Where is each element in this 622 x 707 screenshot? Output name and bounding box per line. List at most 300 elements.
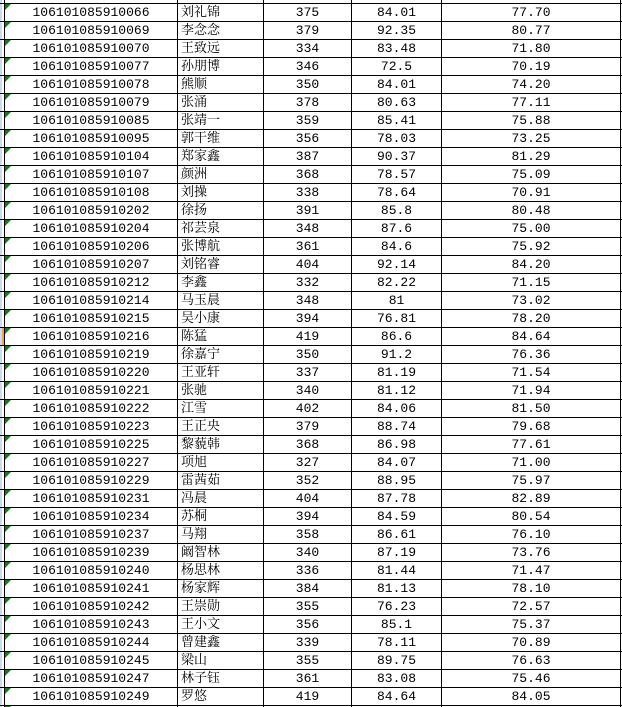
score-b-cell[interactable] [352, 364, 442, 381]
candidate-name-cell[interactable] [178, 400, 264, 417]
candidate-id-cell[interactable] [5, 508, 178, 525]
final-score-value: 76.36 [511, 347, 551, 362]
strip-blue-bar [0, 22, 2, 39]
strip-blue-bar [0, 0, 2, 3]
score-b-cell[interactable] [352, 346, 442, 363]
score-a-cell[interactable] [264, 490, 352, 507]
candidate-id-cell[interactable] [5, 238, 178, 255]
strip-blue-bar [0, 94, 2, 111]
candidate-name-cell[interactable] [178, 328, 264, 345]
score-b-value: 86.61 [376, 527, 416, 542]
candidate-id: 106101085910243 [32, 617, 150, 632]
candidate-name-cell[interactable] [178, 274, 264, 291]
candidate-name: 杨思林 [181, 563, 221, 578]
score-b-cell[interactable] [352, 544, 442, 561]
candidate-id: 106101085910107 [32, 167, 150, 182]
score-b-cell[interactable] [352, 22, 442, 39]
score-b-cell[interactable] [352, 616, 442, 633]
score-a-cell[interactable] [264, 130, 352, 147]
candidate-id-cell[interactable] [5, 148, 178, 165]
score-a-value: 419 [295, 329, 320, 344]
final-score-cell[interactable] [442, 634, 621, 651]
score-b-cell[interactable] [352, 4, 442, 21]
candidate-name-cell[interactable] [178, 292, 264, 309]
candidate-id-cell[interactable] [5, 184, 178, 201]
candidate-name-cell[interactable] [178, 58, 264, 75]
score-b-value: 84.06 [376, 401, 416, 416]
candidate-name-cell[interactable] [178, 418, 264, 435]
candidate-id-cell[interactable] [5, 526, 178, 543]
score-a-cell[interactable] [264, 508, 352, 525]
text-error-triangle-icon [5, 652, 11, 658]
score-a-cell[interactable] [264, 310, 352, 327]
text-error-triangle-icon [5, 112, 11, 118]
final-score-cell[interactable] [442, 4, 621, 21]
strip-blue-bar [0, 184, 2, 201]
score-b-cell[interactable] [352, 328, 442, 345]
candidate-id: 106101085910220 [32, 365, 150, 380]
score-b-cell[interactable] [352, 418, 442, 435]
candidate-id-cell[interactable] [5, 634, 178, 651]
final-score-cell[interactable] [442, 652, 621, 669]
candidate-name-cell[interactable] [178, 670, 264, 687]
candidate-name: 王小文 [181, 617, 221, 632]
candidate-id-cell[interactable] [5, 598, 178, 615]
score-b-cell[interactable] [352, 166, 442, 183]
final-score-cell[interactable] [442, 382, 621, 399]
final-score-cell[interactable] [442, 94, 621, 111]
candidate-name-cell[interactable] [178, 364, 264, 381]
score-a-value: 379 [295, 419, 320, 434]
candidate-id-cell[interactable] [5, 544, 178, 561]
final-score-cell[interactable] [442, 670, 621, 687]
score-a-cell[interactable] [264, 418, 352, 435]
final-score-value: 71.54 [511, 365, 551, 380]
score-b-cell[interactable] [352, 292, 442, 309]
text-error-triangle-icon [5, 418, 11, 424]
candidate-id-cell[interactable] [5, 616, 178, 633]
score-b-value: 87.78 [376, 491, 416, 506]
candidate-id-cell[interactable] [5, 130, 178, 147]
score-b-cell[interactable] [352, 274, 442, 291]
final-score-cell[interactable] [442, 112, 621, 129]
candidate-name-cell[interactable] [178, 580, 264, 597]
strip-blue-bar [0, 166, 2, 183]
final-score-cell[interactable] [442, 490, 621, 507]
strip-blue-bar [0, 4, 2, 21]
candidate-name-cell[interactable] [178, 310, 264, 327]
text-error-triangle-icon [5, 382, 11, 388]
final-score-cell[interactable] [442, 400, 621, 417]
score-b-cell[interactable] [352, 112, 442, 129]
candidate-id-cell[interactable] [5, 652, 178, 669]
text-error-triangle-icon [5, 526, 11, 532]
candidate-id-cell[interactable] [5, 382, 178, 399]
candidate-name-cell[interactable] [178, 454, 264, 471]
candidate-id-cell[interactable] [5, 94, 178, 111]
text-error-triangle-icon [5, 436, 11, 442]
candidate-name-cell[interactable] [178, 616, 264, 633]
score-b-cell[interactable] [352, 76, 442, 93]
score-a-cell[interactable] [264, 238, 352, 255]
final-score-cell-partial[interactable] [442, 0, 621, 3]
final-score-value: 76.10 [511, 527, 551, 542]
text-error-triangle-icon [5, 4, 11, 10]
score-a-cell[interactable] [264, 4, 352, 21]
score-a-cell[interactable] [264, 40, 352, 57]
final-score-cell[interactable] [442, 508, 621, 525]
strip-blue-bar [0, 58, 2, 75]
score-a-cell[interactable] [264, 94, 352, 111]
candidate-name-cell[interactable] [178, 688, 264, 705]
final-score-cell[interactable] [442, 598, 621, 615]
candidate-id: 106101085910225 [32, 437, 150, 452]
candidate-id-cell[interactable] [5, 274, 178, 291]
score-a-cell[interactable] [264, 616, 352, 633]
score-a-value: 327 [295, 455, 320, 470]
score-a-cell[interactable] [264, 364, 352, 381]
final-score-cell[interactable] [442, 256, 621, 273]
score-a-cell[interactable] [264, 22, 352, 39]
candidate-id-cell[interactable] [5, 202, 178, 219]
score-b-value: 87.19 [376, 545, 416, 560]
score-a-cell[interactable] [264, 670, 352, 687]
final-score-cell[interactable] [442, 580, 621, 597]
candidate-name-cell[interactable] [178, 40, 264, 57]
candidate-name-cell[interactable] [178, 436, 264, 453]
candidate-name-cell[interactable] [178, 112, 264, 129]
score-a-cell[interactable] [264, 202, 352, 219]
candidate-id: 106101085910244 [32, 635, 150, 650]
candidate-name-cell[interactable] [178, 238, 264, 255]
candidate-name-cell[interactable] [178, 4, 264, 21]
candidate-id-cell[interactable] [5, 562, 178, 579]
final-score-cell[interactable] [442, 472, 621, 489]
score-a-cell[interactable] [264, 148, 352, 165]
score-b-cell[interactable] [352, 382, 442, 399]
score-b-cell[interactable] [352, 598, 442, 615]
score-a-value: 359 [295, 113, 320, 128]
table-row [0, 256, 622, 274]
score-a-value: 368 [295, 167, 320, 182]
score-a-cell[interactable] [264, 634, 352, 651]
score-a-cell[interactable] [264, 166, 352, 183]
candidate-id: 106101085910214 [32, 293, 150, 308]
candidate-name: 李念念 [181, 23, 221, 38]
score-a-cell[interactable] [264, 292, 352, 309]
final-score-cell[interactable] [442, 544, 621, 561]
candidate-name: 雷茜茹 [181, 473, 221, 488]
score-b-cell[interactable] [352, 634, 442, 651]
candidate-id: 106101085910202 [32, 203, 150, 218]
score-b-cell[interactable] [352, 454, 442, 471]
strip-blue-bar [0, 580, 2, 597]
score-b-cell[interactable] [352, 436, 442, 453]
candidate-id-cell[interactable] [5, 436, 178, 453]
table-row [0, 76, 622, 94]
strip-blue-bar [0, 112, 2, 129]
candidate-id-cell[interactable] [5, 688, 178, 705]
score-a-value: 394 [295, 509, 320, 524]
score-a-value: 379 [295, 23, 320, 38]
candidate-id: 106101085910069 [32, 23, 150, 38]
name-cell-partial[interactable] [178, 0, 264, 3]
score-a-cell-partial[interactable] [264, 0, 352, 3]
score-a-cell[interactable] [264, 436, 352, 453]
score-b-cell[interactable] [352, 526, 442, 543]
candidate-id: 106101085910222 [32, 401, 150, 416]
score-a-cell[interactable] [264, 256, 352, 273]
final-score-value: 72.57 [511, 599, 551, 614]
table-row [0, 436, 622, 454]
candidate-name-cell[interactable] [178, 346, 264, 363]
score-b-cell[interactable] [352, 238, 442, 255]
score-a-cell[interactable] [264, 526, 352, 543]
score-a-value: 334 [295, 41, 320, 56]
score-a-cell[interactable] [264, 652, 352, 669]
score-b-cell[interactable] [352, 562, 442, 579]
final-score-value: 70.89 [511, 635, 551, 650]
score-b-cell[interactable] [352, 670, 442, 687]
candidate-id-cell[interactable] [5, 364, 178, 381]
candidate-name-cell[interactable] [178, 94, 264, 111]
table-row [0, 274, 622, 292]
table-row [0, 238, 622, 256]
candidate-name: 江雪 [181, 401, 208, 416]
final-score-cell[interactable] [442, 184, 621, 201]
final-score-cell[interactable] [442, 40, 621, 57]
candidate-name: 阚智林 [181, 545, 221, 560]
candidate-id-cell[interactable] [5, 328, 178, 345]
score-a-cell[interactable] [264, 346, 352, 363]
score-b-cell[interactable] [352, 688, 442, 705]
final-score-cell[interactable] [442, 364, 621, 381]
strip-blue-bar [0, 616, 2, 633]
id-cell-partial[interactable] [5, 0, 178, 3]
candidate-name: 项旭 [181, 455, 208, 470]
score-a-value: 338 [295, 185, 320, 200]
candidate-id-cell[interactable] [5, 472, 178, 489]
candidate-id-cell[interactable] [5, 418, 178, 435]
score-a-cell[interactable] [264, 328, 352, 345]
candidate-id: 106101085910085 [32, 113, 150, 128]
final-score-cell[interactable] [442, 238, 621, 255]
score-a-cell[interactable] [264, 454, 352, 471]
score-b-cell[interactable] [352, 220, 442, 237]
final-score-cell[interactable] [442, 166, 621, 183]
score-a-cell[interactable] [264, 112, 352, 129]
final-score-cell[interactable] [442, 202, 621, 219]
candidate-name-cell[interactable] [178, 634, 264, 651]
candidate-id: 106101085910219 [32, 347, 150, 362]
table-row [0, 670, 622, 688]
score-b-cell[interactable] [352, 400, 442, 417]
score-b-cell[interactable] [352, 130, 442, 147]
final-score-value: 84.20 [511, 257, 551, 272]
table-row [0, 382, 622, 400]
score-a-cell[interactable] [264, 58, 352, 75]
candidate-name-cell[interactable] [178, 652, 264, 669]
candidate-name: 王崇勋 [181, 599, 221, 614]
final-score-value: 77.70 [511, 5, 551, 20]
candidate-name-cell[interactable] [178, 202, 264, 219]
score-a-cell[interactable] [264, 688, 352, 705]
score-b-value: 81.12 [376, 383, 416, 398]
score-a-value: 361 [295, 239, 320, 254]
score-b-value: 90.37 [376, 149, 416, 164]
candidate-name-cell[interactable] [178, 220, 264, 237]
score-b-cell[interactable] [352, 652, 442, 669]
candidate-name: 徐嘉宁 [181, 347, 221, 362]
candidate-name-cell[interactable] [178, 508, 264, 525]
final-score-cell[interactable] [442, 148, 621, 165]
candidate-id-cell[interactable] [5, 220, 178, 237]
text-error-triangle-icon [5, 580, 11, 586]
strip-blue-bar [0, 490, 2, 507]
score-b-cell[interactable] [352, 310, 442, 327]
score-a-cell[interactable] [264, 184, 352, 201]
text-error-triangle-icon [5, 562, 11, 568]
score-a-cell[interactable] [264, 220, 352, 237]
final-score-cell[interactable] [442, 454, 621, 471]
candidate-name-cell[interactable] [178, 148, 264, 165]
score-a-cell[interactable] [264, 76, 352, 93]
final-score-cell[interactable] [442, 328, 621, 345]
score-b-cell-partial[interactable] [352, 0, 442, 3]
score-a-cell[interactable] [264, 472, 352, 489]
score-b-cell[interactable] [352, 580, 442, 597]
table-row [0, 598, 622, 616]
candidate-id-cell[interactable] [5, 400, 178, 417]
strip-blue-bar [0, 562, 2, 579]
final-score-value: 77.11 [511, 95, 551, 110]
candidate-name-cell[interactable] [178, 472, 264, 489]
score-b-cell[interactable] [352, 490, 442, 507]
strip-blue-bar [0, 76, 2, 93]
score-a-value: 350 [295, 77, 320, 92]
final-score-cell[interactable] [442, 346, 621, 363]
score-b-cell[interactable] [352, 148, 442, 165]
candidate-name-cell[interactable] [178, 76, 264, 93]
candidate-id: 106101085910249 [32, 689, 150, 704]
score-a-cell[interactable] [264, 562, 352, 579]
score-b-value: 85.8 [380, 203, 413, 218]
score-b-value: 78.03 [376, 131, 416, 146]
final-score-cell[interactable] [442, 292, 621, 309]
final-score-value: 75.92 [511, 239, 551, 254]
candidate-name-cell[interactable] [178, 166, 264, 183]
score-b-cell[interactable] [352, 256, 442, 273]
table-row [0, 400, 622, 418]
candidate-name-cell[interactable] [178, 184, 264, 201]
text-error-triangle-icon [5, 454, 11, 460]
score-b-value: 78.57 [376, 167, 416, 182]
final-score-value: 73.76 [511, 545, 551, 560]
text-error-triangle-icon [5, 346, 11, 352]
score-b-cell[interactable] [352, 508, 442, 525]
candidate-name: 梁山 [181, 653, 208, 668]
candidate-name-cell[interactable] [178, 22, 264, 39]
table-row [0, 490, 622, 508]
table-row [0, 310, 622, 328]
candidate-name-cell[interactable] [178, 382, 264, 399]
candidate-id-cell[interactable] [5, 454, 178, 471]
candidate-name-cell[interactable] [178, 526, 264, 543]
candidate-name-cell[interactable] [178, 256, 264, 273]
candidate-id-cell[interactable] [5, 22, 178, 39]
final-score-cell[interactable] [442, 76, 621, 93]
candidate-id-cell[interactable] [5, 112, 178, 129]
score-a-cell[interactable] [264, 580, 352, 597]
final-score-cell[interactable] [442, 526, 621, 543]
final-score-cell[interactable] [442, 274, 621, 291]
candidate-id-cell[interactable] [5, 490, 178, 507]
candidate-id-cell[interactable] [5, 76, 178, 93]
candidate-id-cell[interactable] [5, 4, 178, 21]
final-score-value: 84.05 [511, 689, 551, 704]
candidate-id-cell[interactable] [5, 292, 178, 309]
score-b-cell[interactable] [352, 202, 442, 219]
score-b-cell[interactable] [352, 94, 442, 111]
candidate-name-cell[interactable] [178, 562, 264, 579]
score-b-cell[interactable] [352, 472, 442, 489]
final-score-cell[interactable] [442, 688, 621, 705]
candidate-id-cell[interactable] [5, 670, 178, 687]
final-score-cell[interactable] [442, 22, 621, 39]
score-a-cell[interactable] [264, 274, 352, 291]
strip-blue-bar [0, 400, 2, 417]
candidate-id-cell[interactable] [5, 346, 178, 363]
final-score-cell[interactable] [442, 562, 621, 579]
score-a-cell[interactable] [264, 382, 352, 399]
final-score-cell[interactable] [442, 418, 621, 435]
text-error-triangle-icon [5, 202, 11, 208]
score-b-cell[interactable] [352, 184, 442, 201]
candidate-name: 杨家辉 [181, 581, 221, 596]
score-a-value: 419 [295, 689, 320, 704]
candidate-id-cell[interactable] [5, 166, 178, 183]
candidate-name-cell[interactable] [178, 544, 264, 561]
candidate-id-cell[interactable] [5, 256, 178, 273]
strip-blue-bar [0, 238, 2, 255]
score-a-cell[interactable] [264, 400, 352, 417]
score-a-cell[interactable] [264, 544, 352, 561]
candidate-name: 马翔 [181, 527, 208, 542]
final-score-cell[interactable] [442, 436, 621, 453]
final-score-value: 82.89 [511, 491, 551, 506]
candidate-id-cell[interactable] [5, 58, 178, 75]
score-a-cell[interactable] [264, 598, 352, 615]
score-a-value: 358 [295, 527, 320, 542]
final-score-cell[interactable] [442, 220, 621, 237]
candidate-id: 106101085910206 [32, 239, 150, 254]
score-a-value: 336 [295, 563, 320, 578]
score-b-cell[interactable] [352, 40, 442, 57]
final-score-cell[interactable] [442, 130, 621, 147]
score-b-cell[interactable] [352, 58, 442, 75]
candidate-id-cell[interactable] [5, 580, 178, 597]
final-score-cell[interactable] [442, 310, 621, 327]
candidate-id-cell[interactable] [5, 310, 178, 327]
candidate-name-cell[interactable] [178, 598, 264, 615]
candidate-name-cell[interactable] [178, 490, 264, 507]
final-score-cell[interactable] [442, 58, 621, 75]
final-score-cell[interactable] [442, 616, 621, 633]
candidate-id-cell[interactable] [5, 40, 178, 57]
candidate-name-cell[interactable] [178, 130, 264, 147]
score-a-value: 378 [295, 95, 320, 110]
strip-blue-bar [0, 508, 2, 525]
